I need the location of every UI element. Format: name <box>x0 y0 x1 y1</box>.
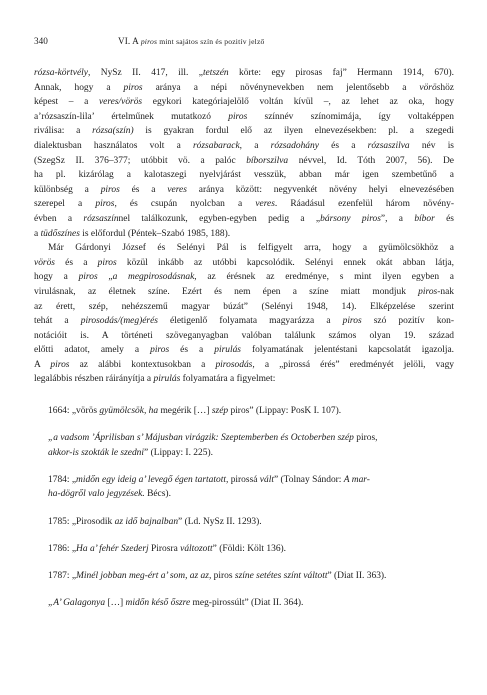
text-run: és a <box>54 257 98 268</box>
text-run: életigenlő folyamata magyarázza a <box>157 316 343 327</box>
paragraph-1 <box>34 66 454 241</box>
text-line <box>34 168 454 183</box>
text-run: előtti adatot, amely a <box>34 345 151 356</box>
running-title <box>118 36 265 46</box>
text-line <box>34 197 454 212</box>
text-run: piros” (Lippay: PosK I. 107). <box>228 406 342 417</box>
text-line <box>34 270 454 285</box>
italic-run: piros <box>228 111 248 122</box>
text-run: 1784: „ <box>48 474 77 485</box>
text-line <box>34 66 454 81</box>
text-run: szó pozitív kon- <box>361 316 455 327</box>
text-line <box>34 139 454 154</box>
running-title-suffix: mint sajátos szín és pozitív jelző <box>157 37 265 46</box>
text-run: színnév színomimája, így voltaképpen <box>247 111 454 122</box>
paragraph-2 <box>34 241 454 387</box>
italic-run: piros <box>123 82 143 93</box>
quotation <box>34 431 454 460</box>
italic-run: tetszén <box>202 68 229 78</box>
italic-run: gyümölcsök, ha <box>99 406 159 417</box>
running-header <box>34 36 453 50</box>
text-run: folyamatára a figyelmet: <box>180 374 276 385</box>
text-run: megérik […] <box>158 406 212 417</box>
text-run: aránya között: negyvenkét növény helyi elnevezésében <box>186 184 454 195</box>
text-run: 1664: „vörös <box>48 406 100 417</box>
quotation-line <box>34 431 454 446</box>
text-run: egykori kategóriajelölő voltán kívül –, az lehet az oka, hogy <box>142 97 454 108</box>
quotation-line <box>34 446 454 461</box>
running-title-italic: piros <box>140 37 158 46</box>
italic-run: akkor-is szokták le szedni <box>48 447 145 458</box>
text-run: ” (Földi: Költ 136). <box>212 543 287 554</box>
text-run: név is <box>409 140 454 151</box>
text-line <box>34 241 454 256</box>
text-line <box>34 227 454 242</box>
italic-run: pirulás <box>153 374 181 385</box>
italic-run: bíborszilva <box>246 155 289 166</box>
italic-run: vált <box>259 474 274 485</box>
quotation <box>34 542 454 557</box>
text-line <box>34 110 454 125</box>
quotation <box>34 596 454 611</box>
italic-run: pirulás <box>214 345 241 356</box>
text-line <box>34 212 454 227</box>
text-run: Bécs). <box>144 489 171 500</box>
text-line <box>34 95 454 110</box>
quotation-line <box>34 596 454 611</box>
italic-run: tüdőszínes <box>40 228 80 239</box>
text-run: és <box>434 213 454 224</box>
text-run: 1787: „ <box>48 570 77 581</box>
text-run: névvel, Id. Tóth 2007, 56). De <box>288 155 454 166</box>
text-run: […] <box>105 597 126 608</box>
text-run: szerepel a <box>34 199 96 210</box>
italic-run: Minél jobban meg-ért a’ som, az az, <box>76 570 212 581</box>
text-run: és a <box>119 184 168 195</box>
text-run: 1785: „Pirosodik <box>48 516 115 527</box>
text-run: hogy a <box>34 272 79 283</box>
italic-run: piros <box>150 345 170 356</box>
text-run: . Ráadásul ezenfelül három növény- <box>274 199 454 210</box>
italic-run: midőn késő őszre <box>125 597 191 608</box>
text-run: „ <box>97 272 113 283</box>
italic-run: bíbor <box>414 213 435 224</box>
quotation-line <box>34 404 454 419</box>
italic-run: veres/vörös <box>98 97 143 108</box>
text-line <box>34 154 454 169</box>
italic-run: „a vadsom ’Áprilisban s’ Májusban virágzik: Szeptemberben és Octoberben szép <box>48 433 354 444</box>
text-run: ” (Ld. NySz II. 1293). <box>178 516 262 527</box>
quotation <box>34 569 454 584</box>
text-run: aránya a népi növénynevekben nem jelentősebb a <box>142 82 420 93</box>
text-run: piros, <box>353 433 378 444</box>
italic-run: rózsaszilva <box>367 140 410 151</box>
text-line <box>34 300 454 315</box>
text-run: is előfordul (Péntek–Szabó 1985, 188). <box>79 228 231 239</box>
italic-run: rózsaszín <box>83 213 119 224</box>
quotation-line <box>34 487 454 502</box>
italic-run: piros <box>95 199 115 210</box>
text-run: ha pl. kizárólag a kalotaszegi nyelvjárást vesszük, abban már igen szembetűnő a <box>34 170 454 181</box>
text-run: ”, a <box>380 213 415 224</box>
italic-run: piros <box>418 286 438 297</box>
text-line <box>34 329 454 344</box>
italic-run: Ha a’ fehér Szederj <box>76 543 149 554</box>
text-run: ” (Diat II. 363). <box>327 570 387 581</box>
italic-run: ha-dögről valo jegyzések. <box>48 489 145 500</box>
text-line <box>34 358 454 373</box>
text-run: ” (Lippay: I. 225). <box>144 447 213 458</box>
italic-run: piros <box>342 316 362 327</box>
text-run: legalábbis részben ráirányítja a <box>34 374 154 385</box>
text-run: az érett, szép, nehézszemű magyar búzát” (Selényi 1948, 14). Elképzelése szerint <box>34 301 454 312</box>
text-line <box>34 183 454 198</box>
spacer <box>34 387 454 404</box>
text-run: pirossá <box>228 474 260 485</box>
text-run: riválisa: a <box>34 126 93 137</box>
italic-run: „A’ Galagonya <box>48 597 106 608</box>
italic-run: rózsabarack <box>192 140 240 151</box>
text-run: és a <box>169 345 215 356</box>
text-run: Pirosra <box>148 543 181 554</box>
text-run: , a „pirossá érés” eredményét jelöli, vagy <box>252 359 455 370</box>
italic-run: pirosodás <box>215 359 253 370</box>
text-run: különbség a <box>34 184 101 195</box>
italic-run: pirosodás/(meg)érés <box>80 316 158 327</box>
quotation-line <box>34 515 454 530</box>
text-line <box>34 314 454 329</box>
text-run: 1786: „ <box>48 543 77 554</box>
text-run: Annak, hogy a <box>34 82 124 93</box>
text-line <box>34 124 454 139</box>
text-run: , NySz II. 417, ill. „ <box>88 68 203 78</box>
italic-run: piros <box>78 272 98 283</box>
text-run: , az érésnek az eredménye, s mint ilyen egyben a <box>194 272 454 283</box>
text-run: a <box>34 228 41 239</box>
italic-run: A mar- <box>343 474 370 485</box>
text-run: piros <box>211 570 235 581</box>
page-number: 340 <box>34 36 48 46</box>
text-run: höz <box>440 82 454 93</box>
text-run: évben a <box>34 213 84 224</box>
text-run: dialektusban használatos volt a <box>34 140 193 151</box>
text-run: notációit is. A történeti szöveganyagban valóban találunk számos olyan 19. század <box>34 330 454 341</box>
text-line <box>34 343 454 358</box>
text-run: folyamatának jelentéstani kapcsolatát igazolja. <box>240 345 455 356</box>
text-line <box>34 256 454 271</box>
italic-run: változott <box>180 543 213 554</box>
text-run: , és csupán nyolcban a <box>114 199 256 210</box>
italic-run: vörös <box>419 82 441 93</box>
text-run: A <box>34 359 51 370</box>
quotation-line <box>34 542 454 557</box>
text-run: az alábbi kontextusokban a <box>69 359 216 370</box>
text-line <box>34 81 454 96</box>
text-run: közül inkább az utóbbi kapcsolódik. Selényi ennek okát abban látja, <box>116 257 454 268</box>
italic-run: az idő bajnalban <box>114 516 179 527</box>
text-run: ” (Tolnay Sándor: <box>273 474 344 485</box>
text-run: és a <box>318 140 368 151</box>
body-text <box>34 66 454 610</box>
italic-run: rózsadohány <box>270 140 319 151</box>
quotation <box>34 473 454 502</box>
text-run: a’rózsaszín-lila’ értelműnek mutatkozó <box>34 111 229 122</box>
quotation <box>34 515 454 530</box>
text-run: tehát a <box>34 316 81 327</box>
italic-run: rózsa-körtvély <box>34 68 88 78</box>
italic-run: vörös <box>34 257 55 268</box>
quotation <box>34 404 454 419</box>
text-run: Már Gárdonyi József és Selényi Pál is felfigyelt arra, hogy a gyümölcsökhöz a <box>48 243 454 254</box>
italic-run: a megpirosodásnak <box>112 272 195 283</box>
italic-run: piros <box>97 257 117 268</box>
quotation-line <box>34 473 454 488</box>
text-run: meg-pirossúlt” (Diat II. 364). <box>190 597 304 608</box>
quotation-list <box>34 404 454 610</box>
text-run: is gyakran fordul elő az ilyen elnevezésekben: pl. a szegedi <box>133 126 454 137</box>
text-run: nel találkozunk, egyben-egyben pedig a „ <box>118 213 321 224</box>
quotation-line <box>34 569 454 584</box>
text-run: , a <box>239 140 271 151</box>
italic-run: veres <box>255 199 275 210</box>
italic-run: szép <box>211 406 229 417</box>
text-run: (SzegSz II. 376–377; utóbbit vö. a palóc <box>34 155 247 166</box>
text-run: képest – a <box>34 97 99 108</box>
italic-run: bársony piros <box>320 213 381 224</box>
text-run: körte: egy pirosas faj” Hermann 1914, 670). <box>228 68 454 78</box>
italic-run: piros <box>100 184 120 195</box>
text-run: virulásnak, az életnek színe. Ezért és nem épen a színe miatt mondjuk <box>34 286 419 297</box>
italic-run: rózsa(szín) <box>92 126 134 137</box>
text-run: -nak <box>437 286 454 297</box>
italic-run: színe setétes színt váltott <box>234 570 328 581</box>
italic-run: piros <box>50 359 70 370</box>
text-line <box>34 372 454 387</box>
running-title-prefix: VI. A <box>118 36 141 46</box>
italic-run: veres <box>167 184 187 195</box>
italic-run: midőn egy ideig a’ levegő égen tartatott, <box>76 474 229 485</box>
text-line <box>34 285 454 300</box>
